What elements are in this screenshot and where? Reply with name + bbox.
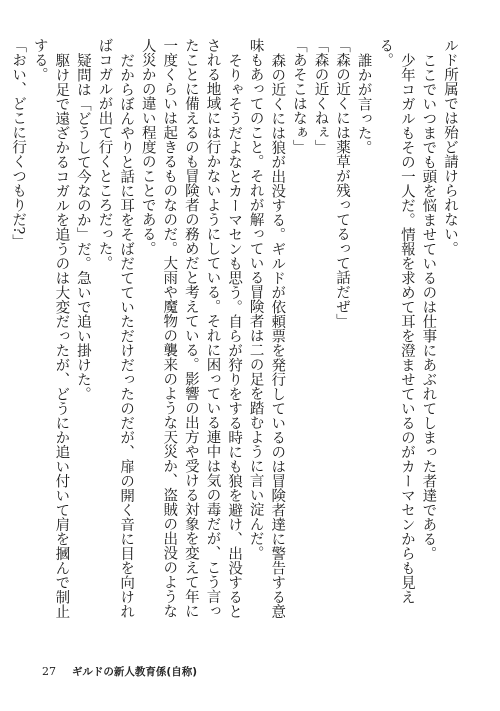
- dialogue-line: 「おい、どこに行くつもりだ?」: [10, 38, 27, 249]
- page-footer: [42, 664, 197, 679]
- paragraph: 少年コガルもその一人だ。情報を求めて耳を澄ませているのがカーマセンからも見える。: [377, 38, 415, 604]
- paragraph: 疑問は「どうして今なのか」だ。急いで追い掛けた。: [74, 52, 91, 401]
- page-number: 27: [42, 665, 56, 678]
- paragraph: だからぼんやりと話に耳をそばだてていただけだったのだが、扉の開く音に目を向ければコガルが出て行くところだった。: [96, 38, 135, 618]
- dialogue-line: 「森の近くねぇ」: [312, 38, 329, 154]
- dialogue-line: 「あそこはなぁ」: [290, 38, 307, 154]
- vertical-body-text: [10, 38, 460, 628]
- paragraph: ここでいつまでも頭を悩ませているのは仕事にあぶれてしまった者達である。: [420, 52, 437, 560]
- dialogue-line: 「森の近くには薬草が残ってるって話だぜ」: [334, 38, 351, 328]
- paragraph: 駆け足で遠ざかるコガルを追うのは大変だったが、どうにか追い付いて肩を摑んで制止する。: [31, 38, 70, 618]
- paragraph: 森の近くには狼が出没する。ギルドが依頼票を発行しているのは冒険者達に警告する意味もあってのこと。それが解っている冒険者は二の足を踏むように言い淀んだ。: [247, 38, 286, 618]
- paragraph: ルド所属では殆ど請けられない。: [442, 38, 458, 256]
- paragraph: 誰かが言った。: [355, 52, 372, 154]
- paragraph: そりゃそうだよなとカーマセンも思う。自らが狩りをする時にも狼を避け、出没するとされる地域には行かないようにしている。それに困っている連中は気の毒だが、こう言ったことに備えるのも冒険者の務めだと考えている。影響の出方や受ける対象を変えて年に一度くらいは起きるものなのだ。大雨や魔物の襲来のような天災か、盗賊の出没のような人災かの違い程度のことである。: [139, 38, 243, 618]
- running-title: ギルドの新人教育係(自称): [72, 666, 197, 678]
